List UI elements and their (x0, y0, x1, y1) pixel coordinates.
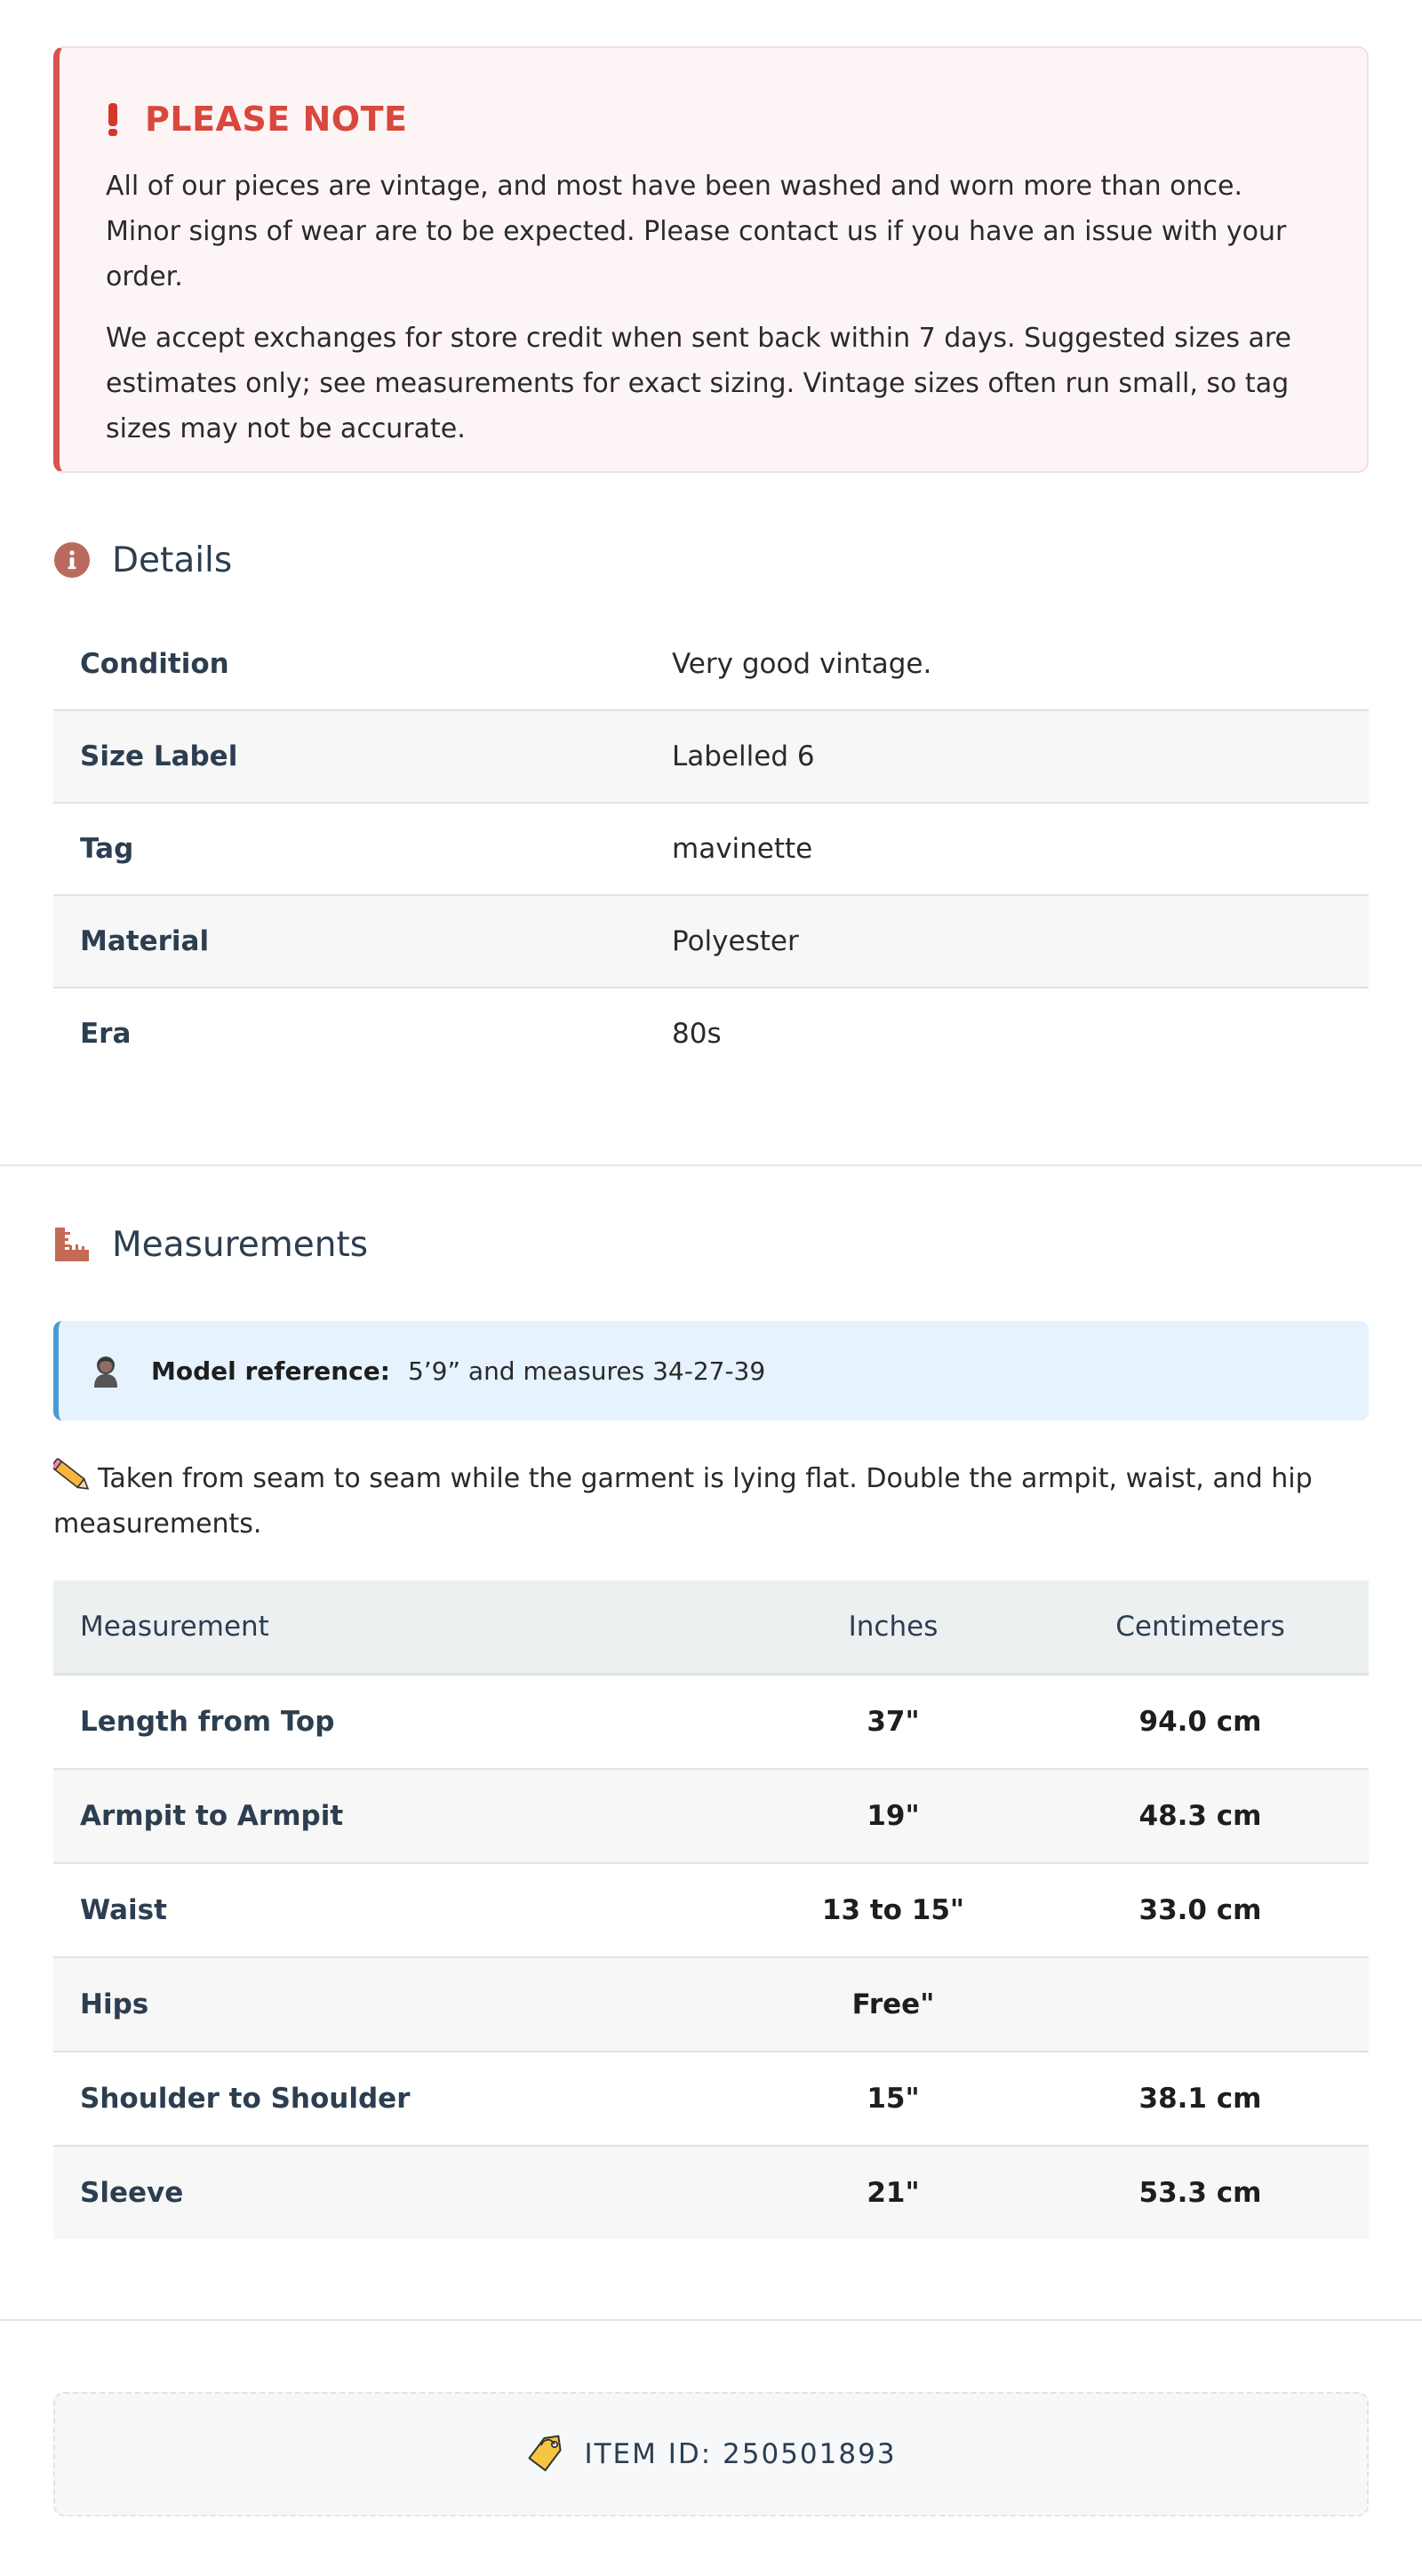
details-heading (53, 535, 1369, 585)
measurements-table (53, 1580, 1369, 2239)
detail-label: Condition (53, 619, 645, 710)
item-id-box (53, 2392, 1369, 2516)
table-row (53, 988, 1369, 1079)
table-row (53, 710, 1369, 803)
measurement-inches: 37" (755, 1675, 1032, 1770)
measurement-inches: 13 to 15" (755, 1863, 1032, 1957)
pencil-icon (53, 1458, 89, 1493)
measurement-cm (1032, 1957, 1369, 2052)
details-title: Details (112, 540, 233, 580)
detail-value: Very good vintage. (645, 619, 1369, 710)
model-reference (53, 1321, 1369, 1420)
exclamation-icon (106, 101, 120, 137)
table-row (53, 895, 1369, 988)
measurements-heading (53, 1220, 1369, 1269)
measurement-cm: 94.0 cm (1032, 1675, 1369, 1770)
detail-label: Era (80, 1018, 132, 1050)
measurement-inches: Free" (755, 1957, 1032, 2052)
notice-paragraph: All of our pieces are vintage, and most have been washed and worn more than once. Minor signs of wear are to be expected. Please contact us if you have an issue with your order. (106, 171, 1287, 292)
measurement-name: Hips (53, 1957, 755, 2052)
table-row (53, 2052, 1369, 2146)
person-icon (87, 1352, 124, 1389)
column-header: Inches (755, 1580, 1032, 1675)
section-divider (0, 2319, 1422, 2321)
measurement-name: Sleeve (53, 2146, 755, 2239)
table-row (53, 803, 1369, 895)
notice-paragraph: We accept exchanges for store credit when sent back within 7 days. Suggested sizes are estimates only; see measurements for exact sizing. Vintage sizes often run small, so tag sizes may not be accurate. (106, 323, 1292, 444)
table-row (53, 619, 1369, 710)
measurement-cm: 38.1 cm (1032, 2052, 1369, 2146)
measurement-name: Waist (53, 1863, 755, 1957)
measurement-inches: 19" (755, 1769, 1032, 1863)
detail-label: Tag (53, 803, 645, 895)
measurement-cm: 48.3 cm (1032, 1769, 1369, 1863)
notice-title-text: PLEASE NOTE (145, 100, 408, 139)
item-id-text: ITEM ID: 250501893 (584, 2438, 897, 2470)
column-header: Centimeters (1032, 1580, 1369, 1675)
measurement-inches: 21" (755, 2146, 1032, 2239)
measurement-inches: 15" (755, 2052, 1032, 2146)
table-header-row (53, 1580, 1369, 1675)
model-reference-label: Model reference: (151, 1356, 390, 1386)
measurement-name: Length from Top (53, 1675, 755, 1770)
detail-value: Polyester (645, 895, 1369, 988)
measurement-name: Armpit to Armpit (53, 1769, 755, 1863)
measurement-note (53, 1456, 1369, 1547)
detail-label: Material (53, 895, 645, 988)
table-row (53, 1957, 1369, 2052)
details-table (53, 619, 1369, 1079)
measurement-cm: 33.0 cm (1032, 1863, 1369, 1957)
info-icon (53, 541, 91, 579)
notice-box (53, 46, 1369, 473)
column-header: Measurement (53, 1580, 755, 1675)
table-row (53, 2146, 1369, 2239)
tag-icon (525, 2435, 564, 2474)
table-row (53, 1675, 1369, 1770)
measurement-name: Shoulder to Shoulder (53, 2052, 755, 2146)
table-row (53, 1863, 1369, 1957)
model-reference-value: 5’9” and measures 34-27-39 (407, 1356, 766, 1386)
measurements-title: Measurements (112, 1224, 369, 1265)
detail-value: Labelled 6 (645, 710, 1369, 803)
detail-value: mavinette (645, 803, 1369, 895)
notice-title (106, 100, 1321, 139)
measurement-note-text: Taken from seam to seam while the garment is lying flat. Double the armpit, waist, and hip measurements. (53, 1463, 1313, 1540)
section-divider (0, 1164, 1422, 1166)
detail-label: Size Label (53, 710, 645, 803)
measurement-cm: 53.3 cm (1032, 2146, 1369, 2239)
ruler-icon (53, 1226, 91, 1263)
table-row (53, 1769, 1369, 1863)
detail-value: 80s (672, 1018, 722, 1050)
